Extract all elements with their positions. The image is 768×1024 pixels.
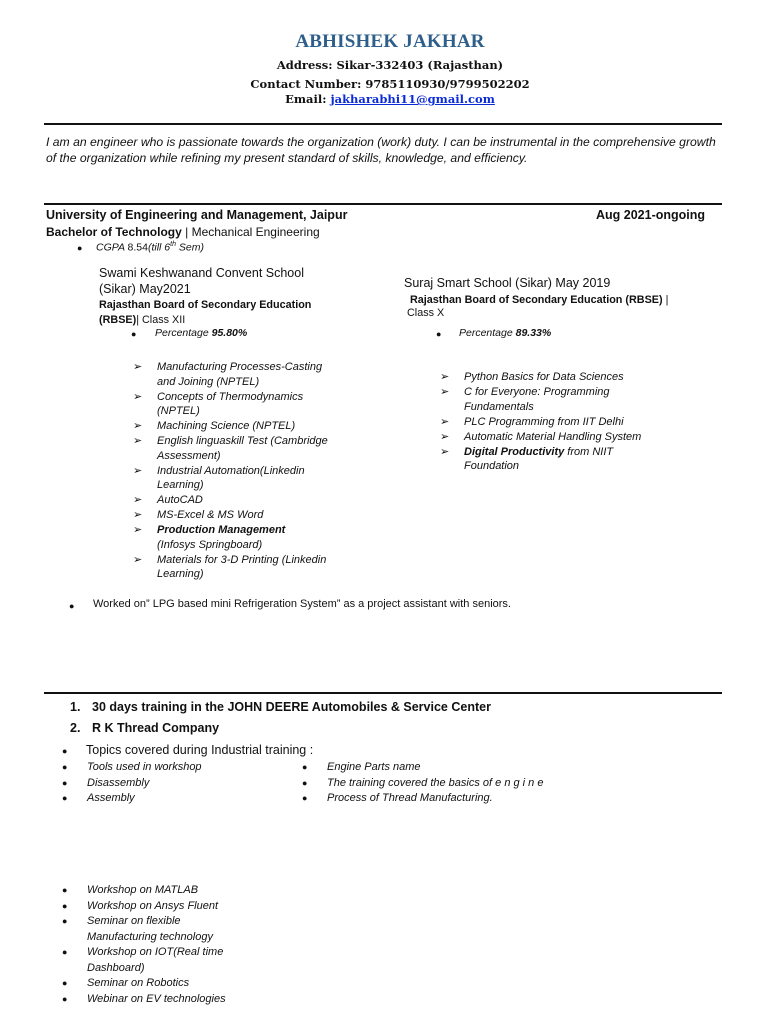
certification-item — [133, 464, 367, 493]
school-xii-board: Rajasthan Board of Secondary Education — [99, 299, 312, 311]
list-item-line: Manufacturing technology — [87, 930, 213, 943]
certifications-left — [133, 360, 367, 582]
cgpa-note-end: Sem) — [175, 241, 204, 254]
bullet-icon: ● — [131, 329, 137, 339]
certification-item — [133, 553, 367, 582]
certification-line — [157, 523, 367, 538]
certification-title: Concepts of Thermodynamics — [157, 390, 304, 403]
school-xii-name: Swami Keshwanand Convent School — [99, 266, 304, 280]
list-item — [62, 791, 287, 807]
bullet-icon: ● — [436, 329, 442, 339]
certification-line — [157, 508, 367, 523]
degree — [46, 225, 320, 239]
arrow-bullet-icon: ➢ — [440, 430, 450, 443]
list-item — [62, 992, 287, 1008]
certification-item — [440, 385, 714, 414]
bullet-icon: ● — [62, 793, 68, 803]
certification-provider: from NIIT — [564, 445, 614, 458]
list-item-text: Process of Thread Manufacturing. — [327, 792, 493, 804]
list-item — [62, 976, 287, 992]
list-item — [62, 776, 287, 792]
certification-line — [157, 434, 367, 449]
divider — [44, 123, 722, 125]
arrow-bullet-icon: ➢ — [440, 371, 450, 383]
bullet-icon: ● — [62, 993, 68, 1004]
certification-line — [157, 553, 367, 568]
topics-right — [302, 760, 627, 807]
certification-title: MS-Excel & MS Word — [157, 509, 264, 521]
bullet-icon: ● — [62, 777, 68, 788]
certification-line: Assessment) — [157, 449, 221, 462]
certification-item — [133, 508, 367, 523]
contact-number: Contact Number: 9785110930/9799502202 — [250, 77, 530, 91]
list-item-text: Engine Parts name — [327, 761, 421, 773]
certification-item — [440, 415, 714, 430]
cgpa-label: CGPA — [96, 241, 128, 254]
candidate-name: ABHISHEK JAKHAR — [295, 31, 485, 52]
certification-item — [133, 523, 367, 552]
certification-line — [157, 464, 367, 479]
list-item-line: Workshop on MATLAB — [87, 884, 199, 896]
list-item-text: Disassembly — [87, 776, 150, 789]
certification-line — [464, 385, 714, 400]
percentage-value: 95.80% — [211, 327, 248, 339]
percentage-value: 89.33% — [515, 327, 552, 339]
arrow-bullet-icon: ➢ — [133, 464, 143, 477]
arrow-bullet-icon: ➢ — [440, 445, 450, 458]
arrow-bullet-icon: ➢ — [133, 509, 143, 521]
certification-item — [133, 493, 367, 508]
arrow-bullet-icon: ➢ — [133, 435, 143, 447]
bullet-icon: ● — [302, 762, 308, 772]
cgpa-value: 8.54 — [127, 241, 148, 254]
workshops-list — [62, 883, 287, 1007]
list-item-line: Dashboard) — [87, 961, 145, 974]
school-x-class: Class X — [407, 307, 445, 319]
percentage-label: Percentage — [155, 327, 212, 339]
university-name: University of Engineering and Management, Jaipur — [46, 208, 348, 222]
project-item: Worked on” LPG based mini Refrigeration System” as a project assistant with seniors. — [93, 598, 511, 610]
bullet-icon: ● — [302, 777, 308, 788]
bullet-icon: ● — [62, 900, 68, 911]
topics-left — [62, 760, 287, 807]
school-xii-class: | Class XII — [136, 314, 186, 326]
arrow-bullet-icon: ➢ — [440, 386, 450, 398]
school-xii-board-line — [99, 312, 339, 327]
degree-title: Bachelor of Technology — [46, 225, 182, 239]
certification-title: English linguaskill Test (Cambridge — [157, 435, 328, 447]
cgpa-note: (till 6 — [147, 241, 171, 254]
certification-item — [440, 370, 714, 385]
list-item — [302, 776, 627, 792]
certification-item — [440, 430, 714, 445]
certification-title: Production Management — [157, 524, 286, 536]
list-item — [62, 899, 287, 915]
certification-title: Industrial Automation(Linkedin — [157, 464, 305, 477]
school-x-name: Suraj Smart School (Sikar) May 2019 — [404, 276, 611, 290]
arrow-bullet-icon: ➢ — [133, 494, 143, 506]
list-item-line: Workshop on Ansys Fluent — [87, 899, 219, 912]
certification-line — [157, 419, 367, 434]
list-item-text: The training covered the basics of e n g i n e — [327, 776, 544, 789]
certification-title: Digital Productivity — [464, 445, 565, 458]
arrow-bullet-icon: ➢ — [133, 553, 143, 566]
list-item-line: Webinar on EV technologies — [87, 992, 226, 1005]
email-link[interactable]: jakharabhi11@gmail.com — [330, 92, 495, 106]
summary: I am an engineer who is passionate towards the organization (work) duty. I can be instrumental in the comprehensive growth of the organization while refining my present standard of skills, knowledge, and efficiency. — [46, 135, 716, 165]
degree-major: | Mechanical Engineering — [181, 225, 320, 239]
list-item — [302, 791, 627, 807]
school-xii-percentage — [155, 327, 247, 339]
cgpa — [96, 241, 204, 254]
certifications-right — [440, 370, 714, 474]
school-x-board: Rajasthan Board of Secondary Education (RBSE) — [410, 294, 663, 306]
list-item-text: Tools used in workshop — [87, 761, 202, 773]
certification-item — [133, 390, 367, 419]
training-number: 1. — [70, 700, 81, 714]
certification-title: Python Basics for Data Sciences — [464, 371, 624, 383]
topics-heading: Topics covered during Industrial training : — [86, 743, 314, 757]
bullet-icon: ● — [62, 947, 68, 957]
list-item — [62, 945, 287, 976]
certification-line — [464, 445, 714, 460]
certification-line — [157, 390, 367, 405]
email-line — [0, 92, 768, 106]
certification-item — [133, 360, 367, 389]
school-xii-board-abbr: (RBSE) — [99, 314, 137, 326]
certification-line: (NPTEL) — [157, 405, 200, 417]
bullet-icon: ● — [62, 746, 68, 756]
training-item: 30 days training in the JOHN DEERE Automobiles & Service Center — [92, 700, 491, 714]
list-item-line: Workshop on IOT(Real time — [87, 946, 224, 958]
school-x-percentage — [459, 327, 551, 339]
certification-line — [157, 360, 367, 375]
training-item: R K Thread Company — [92, 721, 220, 735]
list-item-line: Seminar on flexible — [87, 915, 181, 927]
school-xii — [99, 265, 339, 327]
percentage-label: Percentage — [459, 327, 516, 339]
bullet-icon: ● — [77, 243, 83, 253]
certification-title: AutoCAD — [157, 494, 203, 506]
certification-line: Learning) — [157, 568, 204, 580]
bullet-icon: ● — [302, 793, 308, 803]
arrow-bullet-icon: ➢ — [440, 415, 450, 428]
certification-line: Foundation — [464, 460, 520, 472]
certification-line: Fundamentals — [464, 400, 534, 413]
certification-title: PLC Programming from IIT Delhi — [464, 415, 624, 428]
bullet-icon: ● — [62, 885, 68, 895]
list-item — [62, 914, 287, 945]
certification-item — [133, 434, 367, 463]
arrow-bullet-icon: ➢ — [133, 361, 143, 373]
university-date: Aug 2021-ongoing — [596, 208, 706, 222]
email-label: Email: — [285, 92, 331, 106]
certification-item — [440, 445, 714, 474]
certification-title: Manufacturing Processes-Casting — [157, 361, 323, 373]
bullet-icon: ● — [62, 762, 68, 772]
certification-title: C for Everyone: Programming — [464, 386, 610, 398]
divider — [44, 203, 722, 205]
address: Address: Sikar-332403 (Rajasthan) — [276, 58, 504, 72]
certification-title: Materials for 3-D Printing (Linkedin — [157, 553, 327, 566]
school-x-board-sep: | — [662, 294, 669, 306]
certification-line: and Joining (NPTEL) — [157, 375, 260, 388]
bullet-icon: ● — [69, 601, 75, 611]
list-item-line: Seminar on Robotics — [87, 977, 190, 989]
certification-title: Machining Science (NPTEL) — [157, 420, 296, 432]
bullet-icon: ● — [62, 916, 68, 926]
cgpa-note-sup: th — [170, 241, 176, 248]
divider — [44, 692, 722, 694]
school-x-board-line — [410, 294, 668, 306]
arrow-bullet-icon: ➢ — [133, 420, 143, 432]
certification-line — [157, 493, 367, 508]
list-item — [62, 760, 287, 776]
school-xii-location: (Sikar) May2021 — [99, 282, 191, 296]
arrow-bullet-icon: ➢ — [133, 390, 143, 403]
certification-line: (Infosys Springboard) — [157, 538, 263, 551]
certification-item — [133, 419, 367, 434]
training-number: 2. — [70, 721, 81, 735]
certification-title: Automatic Material Handling System — [464, 430, 642, 443]
certification-line — [464, 430, 714, 445]
school-x — [404, 276, 610, 290]
certification-line — [464, 415, 714, 430]
certification-line: Learning) — [157, 479, 204, 491]
list-item-text: Assembly — [87, 792, 135, 804]
certification-line — [464, 370, 714, 385]
list-item — [62, 883, 287, 899]
list-item — [302, 760, 627, 776]
arrow-bullet-icon: ➢ — [133, 524, 143, 536]
bullet-icon: ● — [62, 978, 68, 988]
